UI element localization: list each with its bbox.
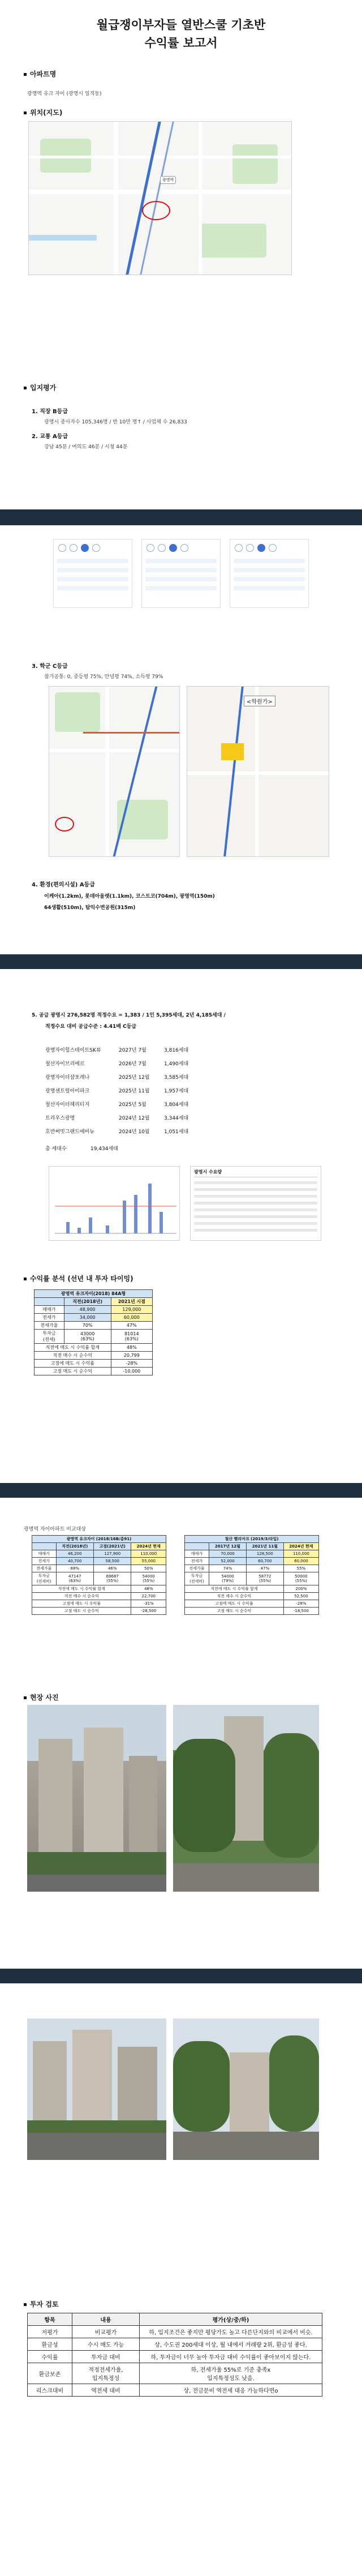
cell: 127,900 (94, 1550, 131, 1558)
bullet-icon (24, 112, 27, 114)
cell: 50000 (55%) (283, 1572, 318, 1585)
col-header: 2021년 시점 (111, 1298, 152, 1306)
page-divider (0, 954, 362, 969)
col-header: 평가(상/중/하) (140, 2313, 322, 2326)
item3-text: 참가공통: 0, 중등평 75%, 안녕평 74%, 소득평 79% (44, 674, 163, 680)
cell: 55% (283, 1565, 318, 1572)
compare-table-2 (184, 1535, 319, 1615)
cell: 상, 전금문비 역전세 대응 가능하다면o (140, 2384, 322, 2397)
supply-name: 광명센트럴아이파크 (45, 1088, 90, 1094)
row-label: 환금성 (28, 2338, 72, 2351)
supply-date: 2025년 12월 (119, 1075, 150, 1081)
site-photo-2 (173, 1705, 319, 1892)
bullet-icon (24, 73, 27, 76)
supply-name: 광명자이힐스테이트SK뷰 (45, 1048, 101, 1053)
bullet-icon (24, 387, 27, 389)
compare-heading: 광명역 자이아파트 비교대상 (24, 1527, 87, 1532)
table-title: 철산 헬리아크 (2019/3/타입) (185, 1536, 319, 1543)
summary-value: 48% (131, 1585, 166, 1593)
cell: 40,700 (56, 1558, 93, 1565)
academy-map-label: <학원가> (244, 696, 275, 706)
cell: 70,000 (209, 1550, 247, 1558)
apt-name-text: 광명역 유크 자이 (광명시 일직동) (27, 91, 102, 97)
cell: 110,000 (283, 1550, 318, 1558)
summary-value: -10,000 (111, 1368, 152, 1375)
supply-table-image (190, 1166, 321, 1241)
cell: 역전세 대비 (72, 2384, 140, 2397)
cell: 전세가율 (32, 1565, 57, 1572)
cell: 34,000 (64, 1314, 111, 1322)
row-label: 투자금 (전세) (35, 1330, 64, 1344)
summary-label: 고점 매도 시 순수익 (185, 1608, 284, 1615)
target-marker-icon (142, 201, 170, 220)
row-label: 매매가 (35, 1306, 64, 1314)
supply-units: 1,051세대 (164, 1129, 189, 1135)
summary-value: -28% (111, 1360, 152, 1368)
cell: 46,200 (56, 1550, 93, 1558)
row-label: 수익률 (28, 2351, 72, 2363)
supply-date: 2026년 7월 (119, 1061, 146, 1067)
cell: 투자금 (전세비) (32, 1572, 57, 1585)
summary-label: 직전에 매도 시 수익률 합계 (185, 1585, 284, 1593)
supply-units: 3,804세대 (164, 1102, 189, 1108)
station-pin-icon: 광명역 (160, 176, 176, 184)
academy-zone (221, 743, 244, 760)
col-header: 직전(2018년) (64, 1298, 111, 1306)
summary-label: 직전에 매도 시 수익률 합계 (32, 1585, 131, 1593)
site-photo-4 (173, 2018, 319, 2160)
supply-date: 2024년 12월 (119, 1116, 150, 1121)
cell: 60,000 (283, 1558, 318, 1565)
summary-value: 48% (111, 1344, 152, 1352)
item4-label: 4. 환경(편의시설) A등급 (32, 882, 95, 888)
cell: 81014 (63%) (111, 1330, 152, 1344)
col-header: 2024년 현재 (131, 1543, 166, 1550)
compare-table-1 (32, 1535, 166, 1615)
cell: 46% (94, 1565, 131, 1572)
supply-units: 1,957세대 (164, 1088, 189, 1094)
row-label: 저평가 (28, 2326, 72, 2338)
cell: 110,000 (131, 1550, 166, 1558)
col-header: 항목 (28, 2313, 72, 2326)
summary-value: 200% (283, 1585, 318, 1593)
review-table (27, 2313, 322, 2397)
cell: 비교평가 (72, 2326, 140, 2338)
location-eval-heading: 입지평가 (24, 383, 56, 392)
row-label: 환금보존 (28, 2363, 72, 2384)
col-header: 2021년 11월 (246, 1543, 283, 1550)
cell: 55,000 (131, 1558, 166, 1565)
item4-text2: 64생활(510m), 탐익수변공원(315m) (44, 905, 136, 911)
cell: 60,000 (111, 1314, 152, 1322)
cell: 58,500 (94, 1558, 131, 1565)
report-subtitle: 수익률 보고서 (144, 36, 218, 50)
supply-panel-title: 광명시 수요량 (194, 1169, 222, 1175)
supply-date: 2027년 7월 (119, 1048, 146, 1053)
table-title: 광명역 유크자이 (2018/16B/총91) (32, 1536, 166, 1543)
cell: 매매가 (32, 1550, 57, 1558)
summary-label: 고점 매도 시 순수익 (35, 1368, 111, 1375)
cell: 70% (64, 1322, 111, 1330)
yield-heading: 수익률 분석 (선년 내 투자 타이밍) (24, 1274, 133, 1283)
bullet-icon (24, 2303, 27, 2306)
apt-marker-icon (55, 817, 74, 831)
page-divider (0, 1483, 362, 1498)
row-label: 전세가율 (35, 1322, 64, 1330)
supply-name: 트리우스광명 (45, 1116, 75, 1121)
yield-table-title: 광명역 유크자이(2018) 84A형 (35, 1290, 153, 1298)
supply-date: 2024년 10월 (119, 1129, 150, 1135)
cell: 60,700 (246, 1558, 283, 1565)
col-header: 직전(2018년) (56, 1543, 93, 1550)
cell: 투자금 대비 (72, 2351, 140, 2363)
col-header (32, 1543, 57, 1550)
col-header: 고점(2021년) (94, 1543, 131, 1550)
cell: 43000 (63%) (64, 1330, 111, 1344)
summary-label: 고점 매도 시 순수익 (32, 1608, 131, 1615)
item5-sub: 적정수요 대비 공급수준 : 4.41배 C등급 (45, 1024, 137, 1030)
summary-label: 직전 매수 시 순수익 (185, 1593, 284, 1600)
cell: 50% (131, 1565, 166, 1572)
yield-table (34, 1289, 153, 1375)
item1-label: 1. 직장 B등급 (32, 409, 68, 415)
summary-value: 22,700 (131, 1593, 166, 1600)
cell: 상, 수도권 200세대 이상, 월 내에서 거래량 2위, 환금성 좋다. (140, 2338, 322, 2351)
cell: 수시 매도 가능 (72, 2338, 140, 2351)
item2-label: 2. 교통 A등급 (32, 434, 68, 440)
report-title: 월급쟁이부자들 열반스쿨 기초반 (96, 18, 266, 32)
col-header: 2024년 현재 (283, 1543, 318, 1550)
supply-total-label: 총 세대수 (45, 1146, 67, 1152)
school-district-map[interactable] (49, 686, 180, 857)
summary-value: -31% (131, 1600, 166, 1608)
supply-name: 호반써밋그랜드에비뉴 (45, 1129, 94, 1135)
supply-units: 1,490세대 (164, 1061, 189, 1067)
site-photo-3 (27, 2018, 166, 2160)
summary-label: 고점에 매도 시 수익률 (35, 1360, 111, 1368)
cell: 하, 투자금이 너무 높아 투자금 대비 수익률이 좋아보이지 않는다. (140, 2351, 322, 2363)
item1-text: 광명시 종사자수 105,346명 / 반 10만 명↑ / 사업체 수 26,833 (44, 419, 187, 425)
supply-name: 광명자이더샵포레나 (45, 1075, 90, 1081)
cell: 69687 (55%) (94, 1572, 131, 1585)
cell: 47% (246, 1565, 283, 1572)
photo-heading: 현장 사진 (24, 1692, 59, 1702)
supply-units: 3,816세대 (164, 1048, 189, 1053)
item5-label: 5. 공급 광명시 276,582명 적정수요 = 1,383 / 1인 5,395세대, 2년 4,185세대 / (32, 1013, 226, 1018)
cell: 전세가율 (185, 1565, 209, 1572)
review-heading: 투자 검토 (24, 2299, 59, 2309)
cell: 58772 (55%) (246, 1572, 283, 1585)
cell: 47147 (63%) (56, 1572, 93, 1585)
row-label: 전세가 (35, 1314, 64, 1322)
academy-map[interactable] (187, 686, 329, 857)
supply-name: 철산자이브리에르 (45, 1061, 85, 1067)
apt-name-heading: 아파트명 (24, 69, 56, 79)
cell: 적정전세가율, 입지특정성 (72, 2363, 140, 2384)
location-heading: 위치(지도) (24, 108, 62, 117)
cell: 48,900 (64, 1306, 111, 1314)
site-photo-1 (27, 1705, 166, 1892)
supply-units: 3,585세대 (164, 1075, 189, 1081)
cell: 하, 전세가율 55%로 기준 충족x 입지특정성도 낮음. (140, 2363, 322, 2384)
cell: 74% (209, 1565, 247, 1572)
summary-label: 고점에 매도 시 수익률 (32, 1600, 131, 1608)
cell: 54000 (55%) (131, 1572, 166, 1585)
item3-label: 3. 학군 C등급 (32, 663, 68, 670)
transit-screenshot-1 (53, 539, 132, 608)
cell: 129,000 (111, 1306, 152, 1314)
transit-screenshot-2 (141, 539, 221, 608)
cell: 54000 (79%) (209, 1572, 247, 1585)
item2-text: 강남 45분 / 여의도 46분 / 시청 44분 (44, 444, 128, 450)
page-divider (0, 1969, 362, 1983)
bullet-icon (24, 1696, 27, 1699)
cell: 88% (56, 1565, 93, 1572)
supply-date: 2025년 11월 (119, 1088, 150, 1094)
cell: 하, 입지조건은 좋지만 평당가도 높고 다른단지와의 비교에서 비슷. (140, 2326, 322, 2338)
cell: 매매가 (185, 1550, 209, 1558)
summary-label: 직전 매수 시 순수익 (32, 1593, 131, 1600)
summary-value: -28,500 (131, 1608, 166, 1615)
col-header: 2017년 12월 (209, 1543, 247, 1550)
item4-text: 이케아(1.2km), 롯데아울렛(1.1km), 코스트코(704m), 광명역(150m) (44, 894, 215, 899)
cell: 투자금 (전세비) (185, 1572, 209, 1585)
summary-value: -18,500 (283, 1608, 318, 1615)
bullet-icon (24, 1278, 27, 1280)
supply-bar-chart (49, 1167, 179, 1240)
col-header (185, 1543, 209, 1550)
cell: 전세가 (32, 1558, 57, 1565)
cell: 47% (111, 1322, 152, 1330)
col-header: 내용 (72, 2313, 140, 2326)
summary-label: 고점에 매도 시 수익률 (185, 1600, 284, 1608)
summary-label: 직전에 매도 시 수익률 합계 (35, 1344, 111, 1352)
cell: 128,500 (246, 1550, 283, 1558)
cell: 전세가 (185, 1558, 209, 1565)
summary-label: 직전 매수 시 순수익 (35, 1352, 111, 1360)
supply-total-value: 19,434세대 (90, 1146, 118, 1152)
summary-value: 20,799 (111, 1352, 152, 1360)
supply-name: 철산자이더헤리티지 (45, 1102, 90, 1108)
summary-value: 52,500 (283, 1593, 318, 1600)
location-map[interactable] (28, 121, 292, 275)
summary-value: -28% (283, 1600, 318, 1608)
supply-chart (49, 1166, 180, 1241)
page-divider (0, 509, 362, 525)
cell: 52,000 (209, 1558, 247, 1565)
supply-units: 3,344세대 (164, 1116, 189, 1121)
transit-screenshot-3 (230, 539, 309, 608)
supply-date: 2025년 5월 (119, 1102, 146, 1108)
row-label: 리스크대비 (28, 2384, 72, 2397)
col-header (35, 1298, 64, 1306)
